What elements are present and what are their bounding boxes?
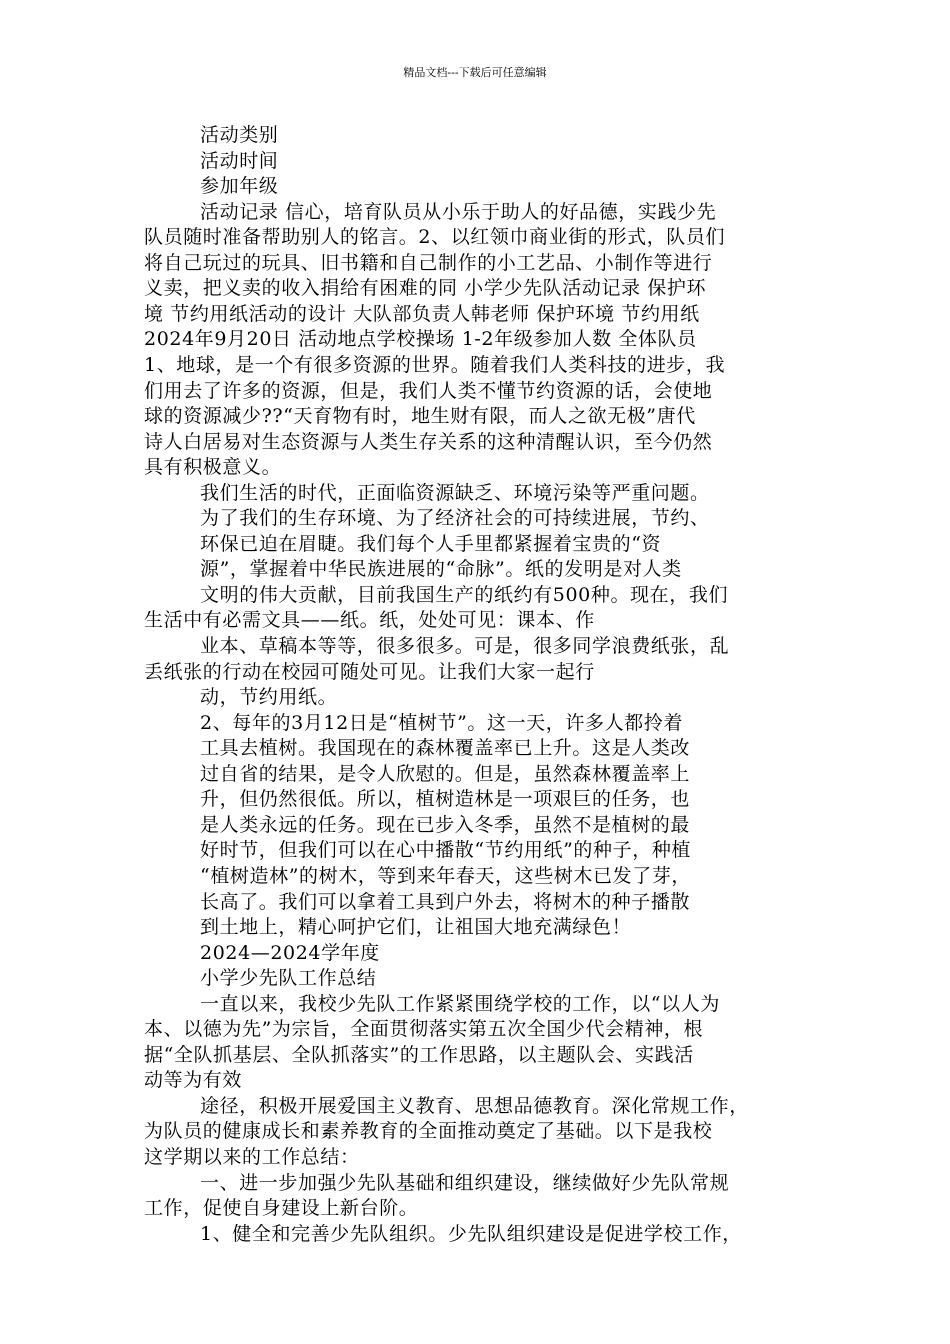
text-line: 活动记录 信心，培育队员从小乐于助人的好品德，实践少先	[200, 201, 717, 223]
text-line: 2024—2024学年度	[200, 942, 380, 964]
text-line: 到土地上，精心呵护它们，让祖国大地充满绿色！	[200, 916, 632, 938]
text-line: 具有积极意义。	[144, 456, 282, 478]
text-line: 活动时间	[200, 150, 279, 172]
text-line: 球的资源减少??“天育物有时，地生财有限，而人之欲无极”唐代	[144, 405, 696, 427]
text-line: 好时节，但我们可以在心中播散“节约用纸”的种子，种植	[200, 839, 692, 861]
text-line: 源”，掌握着中华民族进展的“命脉”。纸的发明是对人类	[200, 558, 682, 580]
text-line: 为了我们的生存环境、为了经济社会的可持续进展，节约、	[200, 507, 710, 529]
text-line: 1、健全和完善少先队组织。少先队组织建设是促进学校工作，	[200, 1223, 742, 1245]
text-line: 长高了。我们可以拿着工具到户外去，将树木的种子播散	[200, 891, 691, 913]
text-line: 我们生活的时代，正面临资源缺乏、环境污染等严重问题。	[200, 482, 710, 504]
text-line: 据“全队抓基层、全队抓落实”的工作思路，以主题队会、实践活	[144, 1044, 694, 1066]
text-line: 1、地球，是一个有很多资源的世界。随着我们人类科技的进步，我	[144, 354, 726, 376]
text-line: 参加年级	[200, 175, 279, 197]
text-line: 是人类永远的任务。现在已步入冬季，虽然不是植树的最	[200, 814, 691, 836]
text-line: 途径，积极开展爱国主义教育、思想品德教育。深化常规工作，	[200, 1095, 749, 1117]
text-line: 动，节约用纸。	[200, 686, 338, 708]
text-line: 将自己玩过的玩具、旧书籍和自己制作的小工艺品、小制作等进行	[144, 252, 713, 274]
text-line: 工作，促使自身建设上新台阶。	[144, 1197, 419, 1219]
text-line: 2、每年的3月12日是“植树节”。这一天，许多人都拎着	[200, 712, 683, 734]
text-line: 活动类别	[200, 124, 279, 146]
text-line: 丢纸张的行动在校园可随处可见。让我们大家一起行	[144, 661, 595, 683]
text-line: 一直以来，我校少先队工作紧紧围绕学校的工作，以“以人为	[200, 993, 720, 1015]
text-line: 升，但仍然很低。所以，植树造林是一项艰巨的任务，也	[200, 788, 691, 810]
text-line: 环保已迫在眉睫。我们每个人手里都紧握着宝贵的“资	[200, 533, 662, 555]
text-line: 过自省的结果，是令人欣慰的。但是，虽然森林覆盖率上	[200, 763, 691, 785]
text-line: 业本、草稿本等等，很多很多。可是，很多同学浪费纸张，乱	[200, 635, 730, 657]
text-line: 文明的伟大贡献，目前我国生产的纸约有500种。现在，我们	[200, 584, 729, 606]
page-header: 精品文档---下载后可任意编辑	[403, 66, 547, 79]
text-line: 一、进一步加强少先队基础和组织建设，继续做好少先队常规	[200, 1172, 730, 1194]
text-line: 诗人白居易对生态资源与人类生存关系的这种清醒认识，至今仍然	[144, 431, 713, 453]
text-line: 生活中有必需文具——纸。纸，处处可见：课本、作	[144, 609, 595, 631]
text-line: 们用去了许多的资源，但是，我们人类不懂节约资源的话，会使地	[144, 380, 713, 402]
text-line: 动等为有效	[144, 1069, 243, 1091]
text-line: “植树造林”的树木，等到来年春天，这些树木已发了芽，	[200, 865, 692, 887]
text-line: 工具去植树。我国现在的森林覆盖率已上升。这是人类改	[200, 737, 691, 759]
text-line: 境 节约用纸活动的设计 大队部负责人韩老师 保护环境 节约用纸	[144, 303, 700, 325]
text-line: 义卖，把义卖的收入捐给有困难的同 小学少先队活动记录 保护环	[144, 277, 707, 299]
text-line: 小学少先队工作总结	[200, 967, 377, 989]
text-line: 2024年9月20日 活动地点学校操场 1-2年级参加人数 全体队员	[144, 328, 697, 350]
text-line: 这学期以来的工作总结：	[144, 1146, 360, 1168]
text-line: 队员随时准备帮助别人的铭言。2、以红领巾商业街的形式，队员们	[144, 226, 726, 248]
text-line: 为队员的健康成长和素养教育的全面推动奠定了基础。以下是我校	[144, 1120, 713, 1142]
text-line: 本、以德为先”为宗旨，全面贯彻落实第五次全国少代会精神，根	[144, 1018, 704, 1040]
